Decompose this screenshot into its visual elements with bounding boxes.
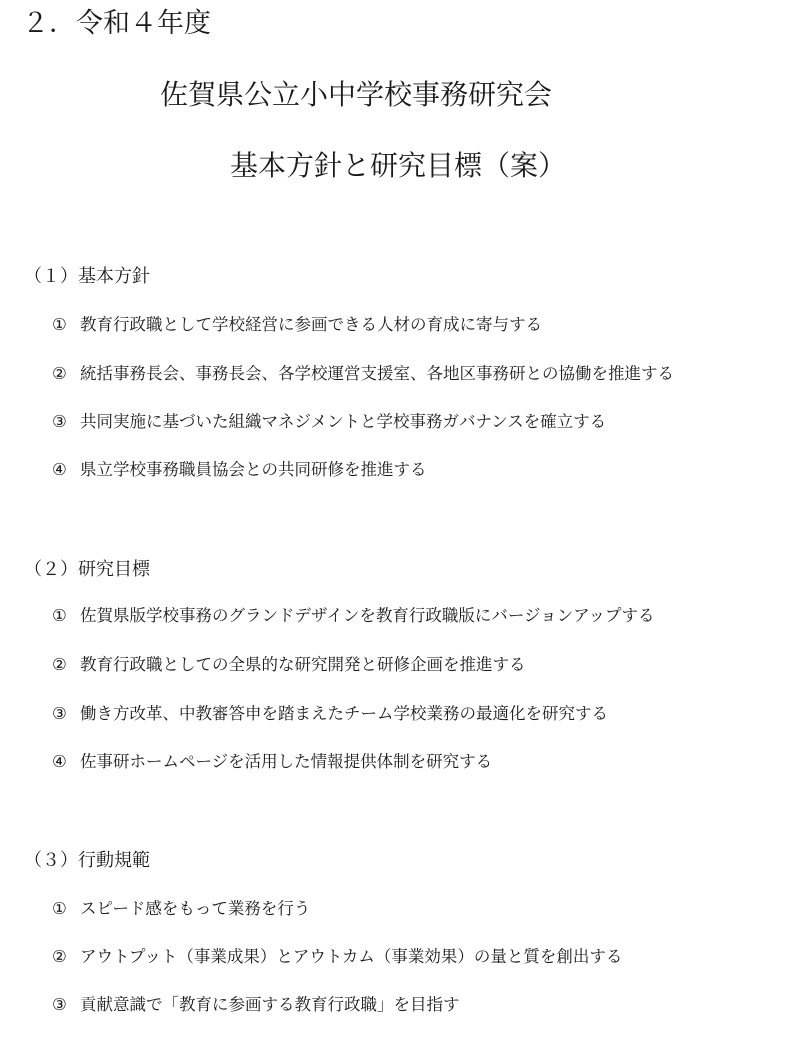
- item-number: ①: [52, 899, 67, 918]
- item-number: ④: [52, 752, 67, 771]
- section-heading: （３）行動規範: [24, 850, 150, 871]
- item-number: ②: [52, 947, 67, 966]
- item-text: スピード感をもって業務を行う: [80, 899, 311, 918]
- item-text: 共同実施に基づいた組織マネジメントと学校事務ガバナンスを確立する: [80, 412, 607, 431]
- section-basic-policy: [24, 264, 150, 290]
- item-text: 教育行政職として学校経営に参画できる人材の育成に寄与する: [80, 315, 542, 334]
- document-subtitle: 基本方針と研究目標（案）: [230, 149, 567, 182]
- item-number: ③: [52, 412, 67, 431]
- item-text: アウトプット（事業成果）とアウトカム（事業効果）の量と質を創出する: [80, 947, 623, 966]
- section-heading: （２）研究目標: [24, 559, 150, 580]
- section-research-goals: [24, 557, 150, 583]
- item-text: 働き方改革、中教審答申を踏まえたチーム学校業務の最適化を研究する: [80, 704, 608, 723]
- item-text: 佐事研ホームページを活用した情報提供体制を研究する: [80, 752, 493, 771]
- item-number: ①: [52, 315, 67, 334]
- document-title: 佐賀県公立小中学校事務研究会: [160, 78, 553, 111]
- item-number: ②: [52, 655, 67, 674]
- item-text: 県立学校事務職員協会との共同研修を推進する: [80, 460, 427, 479]
- item-number: ③: [52, 704, 67, 723]
- item-number: ②: [52, 364, 67, 383]
- item-text: 教育行政職としての全県的な研究開発と研修企画を推進する: [80, 655, 526, 674]
- item-text: 統括事務長会、事務長会、各学校運営支援室、各地区事務研との協働を推進する: [80, 364, 674, 383]
- section-number-heading: ２．令和４年度: [22, 8, 211, 39]
- item-number: ③: [52, 995, 67, 1014]
- item-number: ④: [52, 460, 67, 479]
- item-text: 貢献意識で「教育に参画する教育行政職」を目指す: [80, 995, 460, 1014]
- section-code-of-conduct: [24, 848, 150, 874]
- section-heading: （１）基本方針: [24, 266, 150, 287]
- item-number: ①: [52, 606, 67, 625]
- item-text: 佐賀県版学校事務のグランドデザインを教育行政職版にバージョンアップする: [80, 606, 655, 625]
